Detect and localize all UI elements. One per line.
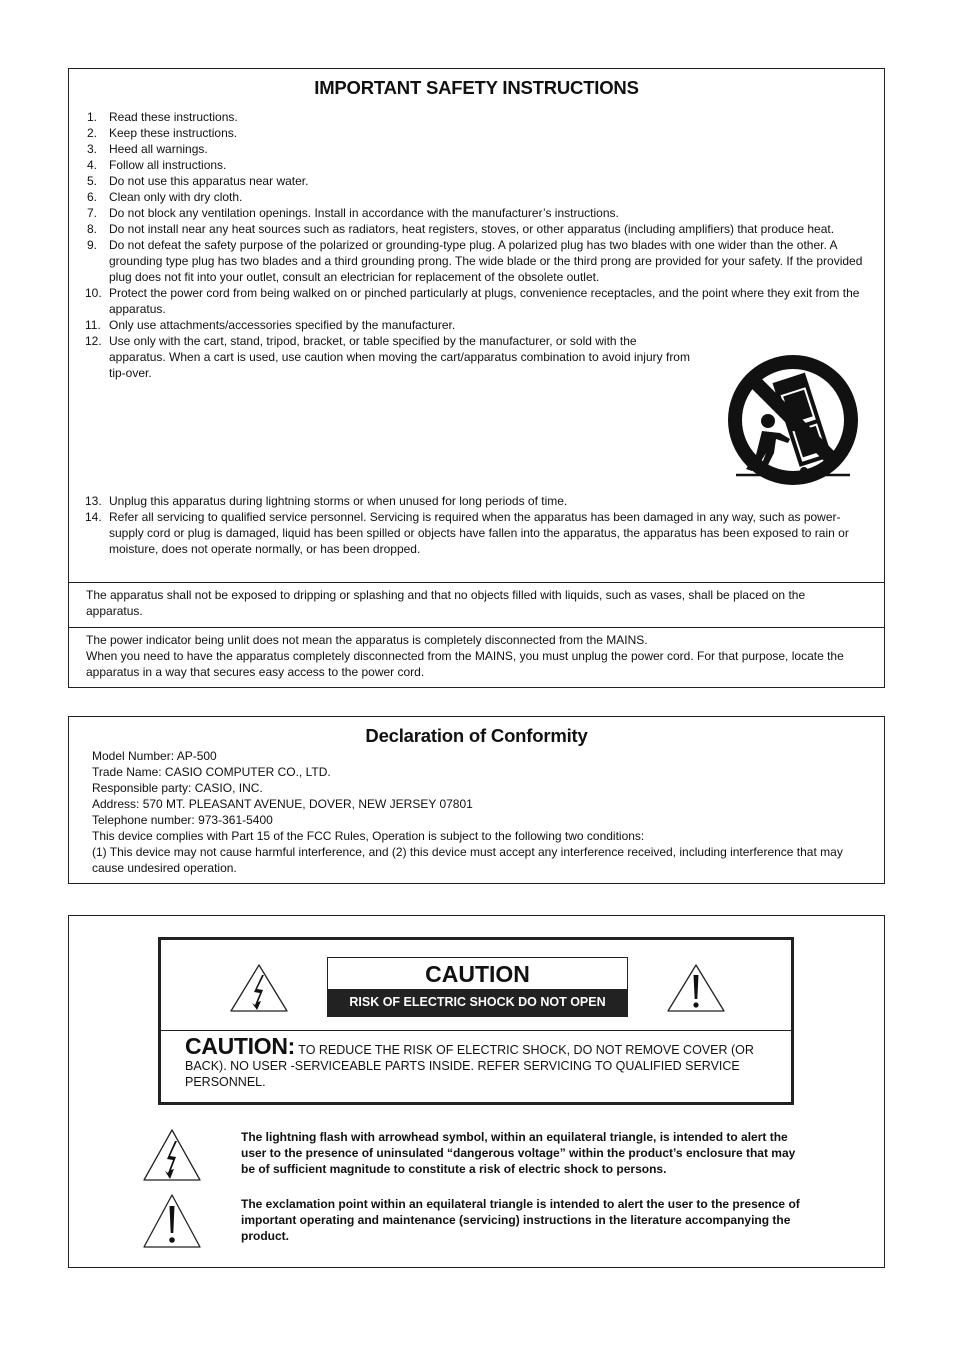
item-number: 10. bbox=[85, 286, 102, 300]
caution-body: TO REDUCE THE RISK OF ELECTRIC SHOCK, DO NOT REMOVE COVER (OR BACK). NO USER -SERVICEABLE PARTS INSIDE. REFER SERVICING TO QUALIFIED SERVICE PERSONNEL. bbox=[185, 1043, 754, 1089]
model-number: Model Number: AP-500 bbox=[92, 749, 217, 763]
item-number: 12. bbox=[85, 334, 102, 348]
lightning-explanation: The lightning flash with arrowhead symbol, within an equilateral triangle, is intended to alert the user to the presence of uninsulated “dangerous voltage” within the product’s enclosure that may be of sufficient magnitude to constitute a risk of electric shock to persons. bbox=[241, 1130, 796, 1176]
item-number: 11. bbox=[85, 318, 101, 332]
item-text: Refer all servicing to qualified service personnel. Servicing is required when the apparatus has been damaged in any way, such as power-supply cord or plug is damaged, liquid has been spilled or objects have fallen into the apparatus, the apparatus has been exposed to rain or moisture, does not operate normally, or has been dropped. bbox=[109, 510, 849, 556]
caution-label-panel bbox=[158, 937, 794, 1105]
cart-tip-over-warning-icon bbox=[726, 353, 860, 487]
safety-title: IMPORTANT SAFETY INSTRUCTIONS bbox=[314, 77, 639, 98]
item-number: 13. bbox=[85, 494, 102, 508]
list-item bbox=[85, 173, 866, 189]
item-text: Keep these instructions. bbox=[109, 126, 238, 140]
list-item bbox=[85, 157, 866, 173]
item-number: 7. bbox=[87, 206, 98, 220]
item-number: 8. bbox=[87, 222, 98, 236]
fcc-statement: This device complies with Part 15 of the FCC Rules, Operation is subject to the following two conditions: bbox=[92, 829, 645, 843]
exclamation-explanation: The exclamation point within an equilateral triangle is intended to alert the user to the presence of important operating and maintenance (servicing) instructions in the literature accompanying the product. bbox=[241, 1197, 800, 1243]
item-text: Read these instructions. bbox=[109, 110, 238, 124]
safety-instructions-box bbox=[68, 68, 885, 688]
item-text: Do not block any ventilation openings. Install in accordance with the manufacturer’s instructions. bbox=[109, 206, 619, 220]
list-item bbox=[85, 109, 866, 125]
fcc-conditions: (1) This device may not cause harmful interference, and (2) this device must accept any interference received, including interference that may cause undesired operation. bbox=[92, 845, 843, 875]
exclamation-triangle-icon bbox=[666, 963, 726, 1013]
declaration-box bbox=[68, 716, 885, 884]
caution-heading: CAUTION: bbox=[185, 1033, 296, 1059]
caution-statement bbox=[185, 1033, 771, 1090]
trade-name: Trade Name: CASIO COMPUTER CO., LTD. bbox=[92, 765, 331, 779]
declaration-lines bbox=[92, 748, 864, 876]
caution-panel-top bbox=[161, 940, 791, 1031]
item-number: 9. bbox=[87, 238, 98, 252]
item-number: 14. bbox=[85, 510, 102, 524]
list-item bbox=[85, 205, 866, 221]
item-number: 4. bbox=[87, 158, 98, 172]
list-item bbox=[85, 141, 866, 157]
item-number: 2. bbox=[87, 126, 98, 140]
power-notice bbox=[69, 627, 884, 680]
item-text: Unplug this apparatus during lightning storms or when unused for long periods of time. bbox=[109, 494, 568, 508]
item-text: Protect the power cord from being walked on or pinched particularly at plugs, convenience receptacles, and the point where they exit from the apparatus. bbox=[109, 286, 860, 316]
dripping-notice: The apparatus shall not be exposed to dripping or splashing and that no objects filled with liquids, such as vases, shall be placed on the apparatus. bbox=[69, 582, 884, 632]
power-notice-line-1: The power indicator being unlit does not mean the apparatus is completely disconnected from the MAINS. bbox=[86, 633, 648, 647]
lightning-triangle-icon bbox=[229, 963, 289, 1013]
exclamation-triangle-icon bbox=[142, 1193, 202, 1249]
list-item bbox=[85, 237, 866, 285]
responsible-party: Responsible party: CASIO, INC. bbox=[92, 781, 263, 795]
caution-box bbox=[68, 915, 885, 1268]
caution-label bbox=[327, 957, 628, 1017]
power-notice-line-2: When you need to have the apparatus completely disconnected from the MAINS, you must unplug the power cord. For that purpose, locate the apparatus in a way that secures easy access to the power cord. bbox=[86, 649, 844, 679]
item-text: Follow all instructions. bbox=[109, 158, 227, 172]
item-text: Do not defeat the safety purpose of the polarized or grounding-type plug. A polarized plug has two blades with one wider than the other. A grounding type plug has two blades and a third grounding prong. The wide blade or the third prong are provided for your safety. If the provided plug does not fit into your outlet, consult an electrician for replacement of the obsolete outlet. bbox=[109, 238, 863, 284]
list-item bbox=[85, 221, 866, 237]
address: Address: 570 MT. PLEASANT AVENUE, DOVER, NEW JERSEY 07801 bbox=[92, 797, 473, 811]
caution-label-title: CAUTION bbox=[425, 961, 530, 987]
item-text: Heed all warnings. bbox=[109, 142, 208, 156]
item-text: Do not use this apparatus near water. bbox=[109, 174, 309, 188]
list-item bbox=[85, 285, 866, 317]
item-text: Clean only with dry cloth. bbox=[109, 190, 243, 204]
list-item bbox=[85, 189, 866, 205]
item-number: 3. bbox=[87, 142, 98, 156]
item-number: 5. bbox=[87, 174, 98, 188]
declaration-title: Declaration of Conformity bbox=[365, 725, 588, 746]
list-item bbox=[85, 493, 866, 509]
list-item bbox=[85, 509, 866, 557]
item-text: Only use attachments/accessories specified by the manufacturer. bbox=[109, 318, 456, 332]
list-item bbox=[85, 317, 866, 333]
telephone-number: Telephone number: 973-361-5400 bbox=[92, 813, 273, 827]
item-number: 1. bbox=[87, 110, 98, 124]
caution-label-band: RISK OF ELECTRIC SHOCK DO NOT OPEN bbox=[328, 989, 627, 1016]
item-text: Do not install near any heat sources such as radiators, heat registers, stoves, or other apparatus (including amplifiers) that produce heat. bbox=[109, 222, 835, 236]
safety-list bbox=[85, 109, 866, 557]
lightning-triangle-icon bbox=[142, 1128, 202, 1182]
item-text: Use only with the cart, stand, tripod, bracket, or table specified by the manufacturer, or sold with the apparatus. When a cart is used, use caution when moving the cart/apparatus combination to avoid injury from tip-over. bbox=[109, 334, 690, 380]
list-item bbox=[85, 125, 866, 141]
item-number: 6. bbox=[87, 190, 98, 204]
